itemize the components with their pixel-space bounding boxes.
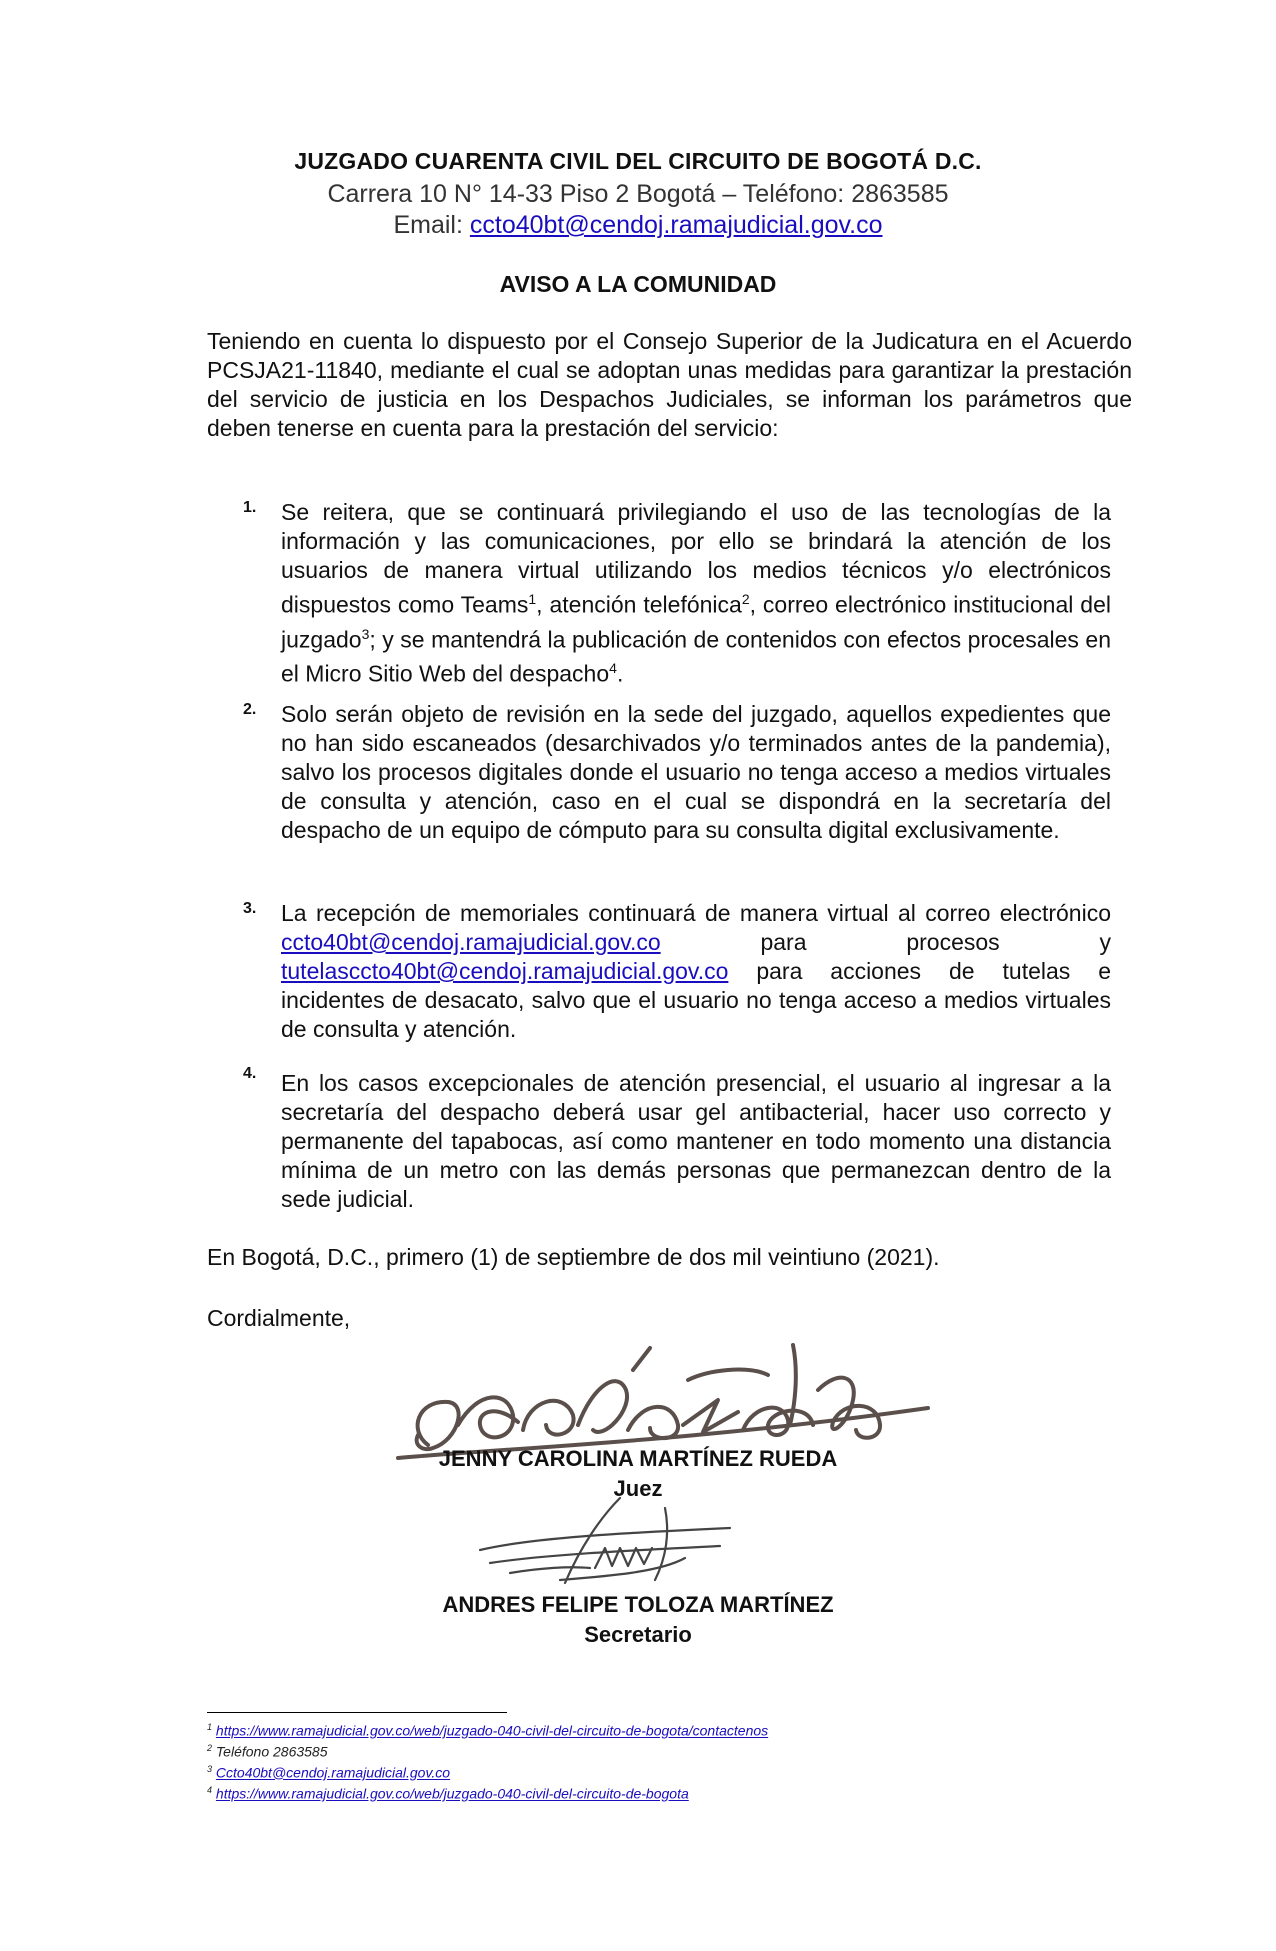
footnote-3: $^3$ Ccto40bt@cendoj.ramajudicial.gov.co <box>207 1764 451 1781</box>
court-title: JUZGADO CUARENTA CIVIL DEL CIRCUITO DE BOGOTÁ D.C. <box>294 148 982 174</box>
list-item-text: En los casos excepcionales de atención presencial, el usuario al ingresar a la secretaría del despacho deberá usar gel antibacterial, hacer uso correcto y permanente del tapabocas, así como mantener en todo momento una distancia mínima de un metro con las demás personas que permanezcan dentro de la sede judicial. <box>281 1070 1111 1212</box>
court-email-link[interactable]: ccto40bt@cendoj.ramajudicial.gov.co <box>469 211 883 239</box>
judge-name: JENNY CAROLINA MARTÍNEZ RUEDA <box>438 1446 838 1471</box>
tutelas-email-link[interactable]: tutelasccto40bt@cendoj.ramajudicial.gov.co <box>281 958 729 984</box>
footnote-4-link[interactable]: https://www.ramajudicial.gov.co/web/juzgado-040-civil-del-circuito-de-bogota <box>215 1785 689 1802</box>
footnote-ref: 1 <box>528 591 537 607</box>
footnote-ref: 4 <box>609 660 617 677</box>
court-email-line <box>0 211 1276 240</box>
footnote-divider <box>207 1712 507 1713</box>
footnote-1-link[interactable]: https://www.ramajudicial.gov.co/web/juzgado-040-civil-del-circuito-de-bogota/contactenos <box>215 1722 769 1739</box>
notice-title: AVISO A LA COMUNIDAD <box>499 271 777 297</box>
memorials-email-link[interactable]: ccto40bt@cendoj.ramajudicial.gov.co <box>281 929 661 955</box>
footnote-4: $^4$ https://www.ramajudicial.gov.co/web/juzgado-040-civil-del-circuito-de-bogota <box>207 1785 689 1802</box>
list-item-number: 3. <box>243 900 257 917</box>
list-item-text: Se reitera, que se continuará privilegiando el uso de las tecnologías de la información y las comunicaciones, por ello se brindará la atención de los usuarios de manera virtual utilizando los medios técnicos y/o electrónicos dispuestos como Teams$^1$, atención telefónica$^2$, correo electrónico institucional del juzgado$^3$; y se mantendrá la publicación de contenidos con efectos procesales en el Micro Sitio Web del despacho$^4$. <box>281 499 1111 687</box>
footnote-1: $^1$ https://www.ramajudicial.gov.co/web/juzgado-040-civil-del-circuito-de-bogota/contactenos <box>207 1722 769 1739</box>
judge-role: Juez <box>613 1476 663 1501</box>
secretary-role: Secretario <box>584 1622 692 1647</box>
court-address: Carrera 10 N° 14-33 Piso 2 Bogotá – Teléfono: 2863585 <box>327 180 949 208</box>
footnote-3-link[interactable]: Ccto40bt@cendoj.ramajudicial.gov.co <box>215 1764 451 1781</box>
list-item-text: La recepción de memoriales continuará de manera virtual al correo electrónico ccto40bt@cendoj.ramajudicial.gov.co para procesos y tutelasccto40bt@cendoj.ramajudicial.gov.co para acciones de tutelas e incidentes de desacato, salvo que el usuario no tenga acceso a medios virtuales de consulta y atención. <box>281 900 1111 1042</box>
closing-greeting: Cordialmente, <box>207 1305 351 1331</box>
email-label: Email: <box>393 211 470 239</box>
list-item-text: Solo serán objeto de revisión en la sede del juzgado, aquellos expedientes que no han sido escaneados (desarchivados y/o terminados antes de la pandemia), salvo los procesos digitales donde el usuario no tenga acceso a medios virtuales de consulta y atención, caso en el cual se dispondrá en la secretaría del despacho de un equipo de cómputo para su consulta digital exclusivamente. <box>281 701 1111 843</box>
closing-date: En Bogotá, D.C., primero (1) de septiembre de dos mil veintiuno (2021). <box>207 1244 940 1270</box>
list-item-number: 2. <box>243 701 257 718</box>
intro-paragraph: Teniendo en cuenta lo dispuesto por el Consejo Superior de la Judicatura en el Acuerdo PCSJA21-11840, mediante el cual se adoptan unas medidas para garantizar la prestación del servicio de justicia en los Despachos Judiciales, se informan los parámetros que deben tenerse en cuenta para la prestación del servicio: <box>207 328 1132 441</box>
footnote-2: $^2$ Teléfono 2863585 <box>207 1743 328 1760</box>
footnote-ref: 2 <box>741 591 750 607</box>
secretary-signature-image <box>470 1488 750 1598</box>
secretary-name: ANDRES FELIPE TOLOZA MARTÍNEZ <box>442 1592 834 1617</box>
list-item-number: 4. <box>243 1065 257 1082</box>
list-item-number: 1. <box>243 499 257 516</box>
footnote-ref: 3 <box>361 625 370 642</box>
